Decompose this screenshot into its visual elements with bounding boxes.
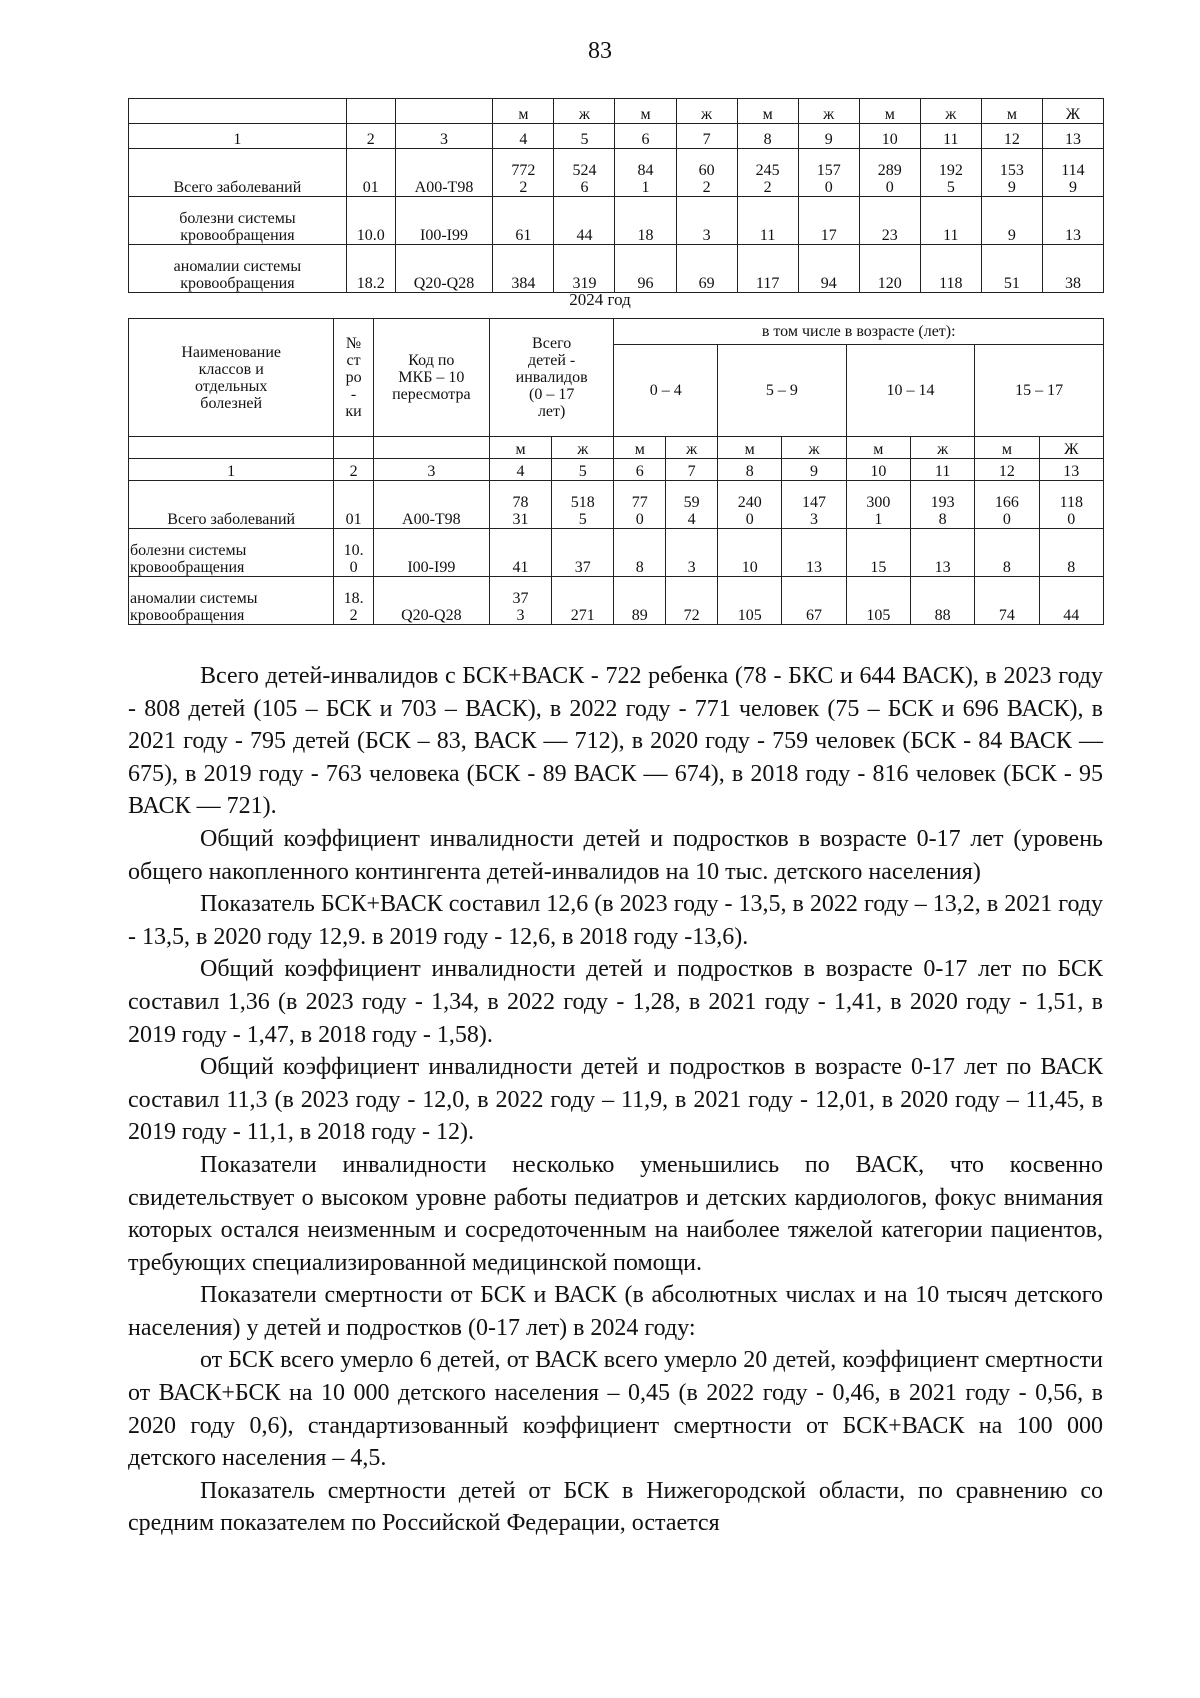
value-cell: 88 <box>910 577 974 625</box>
column-number-row <box>129 459 1104 481</box>
row-name: Всего заболеваний <box>129 481 334 529</box>
col-number: 4 <box>493 124 554 149</box>
value-cell: 13 <box>782 529 846 577</box>
col-number: 2 <box>334 459 373 481</box>
gender-cell: м <box>846 437 910 459</box>
value-cell: 157 0 <box>798 149 859 197</box>
row-number: 01 <box>346 149 395 197</box>
paragraph: от БСК всего умерло 6 детей, от ВАСК всего умерло 20 детей, коэффициент смертности от ВАСК+БСК на 10 000 детского населения – 0,45 (в 2022 году - 0,46, в 2021 году - 0,56, в 2020 году 0,6), стандартизованный коэффициент смертности от БСК+ВАСК на 100 000 детского населения – 4,5. <box>128 1347 1103 1472</box>
value-cell: 11 <box>920 197 981 245</box>
value-cell: 118 <box>920 245 981 293</box>
value-cell: 118 0 <box>1039 481 1103 529</box>
header-row <box>129 319 1104 345</box>
row-number: 10.0 <box>346 197 395 245</box>
value-cell: 3 <box>666 529 718 577</box>
year-caption: 2024 год <box>569 290 631 309</box>
value-cell: 518 5 <box>552 481 614 529</box>
table-row <box>129 245 1104 293</box>
body-text <box>128 660 1103 1540</box>
col-number: 6 <box>615 124 676 149</box>
value-cell: 60 2 <box>676 149 737 197</box>
value-cell: 15 <box>846 529 910 577</box>
gender-cell: Ж <box>1042 99 1103 124</box>
value-cell: 11 <box>737 197 798 245</box>
col-number: 2 <box>346 124 395 149</box>
paragraph: Показатели смертности от БСК и ВАСК (в абсолютных числах и на 10 тысяч детского населения) у детей и подростков (0-17 лет) в 2024 году: <box>128 1282 1103 1341</box>
header-name: Наименование классов и отдельных болезней <box>129 319 334 437</box>
value-cell: 78 31 <box>489 481 551 529</box>
value-cell: 41 <box>489 529 551 577</box>
value-cell: 89 <box>614 577 666 625</box>
gender-cell: ж <box>920 99 981 124</box>
value-cell: 51 <box>981 245 1042 293</box>
value-cell: 67 <box>782 577 846 625</box>
value-cell: 9 <box>981 197 1042 245</box>
value-cell: 13 <box>910 529 974 577</box>
value-cell: 384 <box>493 245 554 293</box>
col-number: 13 <box>1042 124 1103 149</box>
age-range: 5 – 9 <box>718 345 847 437</box>
table-row <box>129 529 1104 577</box>
table-row <box>129 197 1104 245</box>
gender-cell: м <box>981 99 1042 124</box>
col-number: 6 <box>614 459 666 481</box>
paragraph: Показатели инвалидности несколько уменьшились по ВАСК, что косвенно свидетельствует о высоком уровне работы педиатров и детских кардиологов, фокус внимания которых остался неизменным и сосредоточенным на наиболее тяжелой категории пациентов, требующих специализированной медицинской помощи. <box>128 1151 1103 1276</box>
value-cell: 23 <box>859 197 920 245</box>
gender-cell: м <box>489 437 551 459</box>
value-cell: 193 8 <box>910 481 974 529</box>
value-cell: 772 2 <box>493 149 554 197</box>
row-number: 18. 2 <box>334 577 373 625</box>
icd-code: Q20-Q28 <box>373 577 489 625</box>
col-number: 12 <box>975 459 1039 481</box>
value-cell: 271 <box>552 577 614 625</box>
col-number: 1 <box>129 124 347 149</box>
gender-cell: м <box>718 437 782 459</box>
value-cell: 69 <box>676 245 737 293</box>
col-number: 8 <box>737 124 798 149</box>
col-number: 7 <box>666 459 718 481</box>
value-cell: 105 <box>718 577 782 625</box>
gender-cell: м <box>615 99 676 124</box>
value-cell: 13 <box>1042 197 1103 245</box>
gender-cell: Ж <box>1039 437 1103 459</box>
row-name: болезни системы кровообращения <box>129 529 334 577</box>
value-cell: 72 <box>666 577 718 625</box>
row-name: болезни системы кровообращения <box>129 197 347 245</box>
gender-cell: м <box>493 99 554 124</box>
row-name: аномалии системы кровообращения <box>129 577 334 625</box>
value-cell: 289 0 <box>859 149 920 197</box>
gender-header-row <box>129 99 1104 124</box>
value-cell: 61 <box>493 197 554 245</box>
value-cell: 153 9 <box>981 149 1042 197</box>
value-cell: 147 3 <box>782 481 846 529</box>
value-cell: 38 <box>1042 245 1103 293</box>
col-number: 3 <box>373 459 489 481</box>
value-cell: 10 <box>718 529 782 577</box>
header-row-number: № ст ро - ки <box>334 319 373 437</box>
row-number: 01 <box>334 481 373 529</box>
col-number: 11 <box>910 459 974 481</box>
paragraph: Показатель БСК+ВАСК составил 12,6 (в 2023 году - 13,5, в 2022 году – 13,2, в 2021 году - 13,5, в 2020 году 12,9. в 2019 году - 12,6, в 2018 году -13,6). <box>128 891 1103 950</box>
col-number: 9 <box>798 124 859 149</box>
value-cell: 300 1 <box>846 481 910 529</box>
header-total: Всего детей - инвалидов (0 – 17 лет) <box>489 319 613 437</box>
value-cell: 74 <box>975 577 1039 625</box>
table-2024 <box>128 318 1104 625</box>
gender-header-row <box>129 437 1104 459</box>
col-number: 4 <box>489 459 551 481</box>
age-range: 0 – 4 <box>614 345 718 437</box>
value-cell: 114 9 <box>1042 149 1103 197</box>
header-icd-code: Код по МКБ – 10 пересмотра <box>373 319 489 437</box>
value-cell: 37 <box>552 529 614 577</box>
col-number: 12 <box>981 124 1042 149</box>
value-cell: 8 <box>614 529 666 577</box>
col-number: 10 <box>846 459 910 481</box>
age-range: 10 – 14 <box>846 345 975 437</box>
gender-cell: ж <box>782 437 846 459</box>
value-cell: 319 <box>554 245 615 293</box>
gender-cell: ж <box>552 437 614 459</box>
row-number: 10. 0 <box>334 529 373 577</box>
row-name: Всего заболеваний <box>129 149 347 197</box>
gender-cell: ж <box>910 437 974 459</box>
value-cell: 84 1 <box>615 149 676 197</box>
value-cell: 245 2 <box>737 149 798 197</box>
col-number: 1 <box>129 459 334 481</box>
row-name: аномалии системы кровообращения <box>129 245 347 293</box>
value-cell: 37 3 <box>489 577 551 625</box>
paragraph: Общий коэффициент инвалидности детей и подростков в возрасте 0-17 лет (уровень общего накопленного контингента детей-инвалидов на 10 тыс. детского населения) <box>128 825 1103 885</box>
value-cell: 240 0 <box>718 481 782 529</box>
icd-code: А00-Т98 <box>395 149 493 197</box>
value-cell: 120 <box>859 245 920 293</box>
icd-code: I00-I99 <box>395 197 493 245</box>
col-number: 3 <box>395 124 493 149</box>
value-cell: 166 0 <box>975 481 1039 529</box>
icd-code: I00-I99 <box>373 529 489 577</box>
gender-cell: м <box>737 99 798 124</box>
age-range: 15 – 17 <box>975 345 1104 437</box>
column-number-row <box>129 124 1104 149</box>
col-number: 5 <box>552 459 614 481</box>
value-cell: 17 <box>798 197 859 245</box>
gender-cell: ж <box>666 437 718 459</box>
table-2023 <box>128 98 1104 293</box>
icd-code: А00-Т98 <box>373 481 489 529</box>
col-number: 5 <box>554 124 615 149</box>
value-cell: 77 0 <box>614 481 666 529</box>
value-cell: 524 6 <box>554 149 615 197</box>
gender-cell: ж <box>676 99 737 124</box>
value-cell: 105 <box>846 577 910 625</box>
col-number: 9 <box>782 459 846 481</box>
table-row <box>129 481 1104 529</box>
paragraph: Показатель смертности детей от БСК в Нижегородской области, по сравнению со средним показателем по Российской Федерации, остается <box>128 1477 1103 1537</box>
col-number: 10 <box>859 124 920 149</box>
value-cell: 18 <box>615 197 676 245</box>
value-cell: 8 <box>1039 529 1103 577</box>
gender-cell: м <box>859 99 920 124</box>
value-cell: 3 <box>676 197 737 245</box>
col-number: 7 <box>676 124 737 149</box>
table-row <box>129 149 1104 197</box>
value-cell: 59 4 <box>666 481 718 529</box>
gender-cell: ж <box>798 99 859 124</box>
value-cell: 94 <box>798 245 859 293</box>
gender-cell: м <box>614 437 666 459</box>
table-row <box>129 577 1104 625</box>
paragraph: Общий коэффициент инвалидности детей и подростков в возрасте 0-17 лет по БСК составил 1,36 (в 2023 году - 1,34, в 2022 году - 1,28, в 2021 году - 1,41, в 2020 году - 1,51, в 2019 году - 1,47, в 2018 году - 1,58). <box>128 956 1103 1048</box>
value-cell: 44 <box>1039 577 1103 625</box>
header-age-group: в том числе в возрасте (лет): <box>614 319 1104 345</box>
gender-cell: м <box>975 437 1039 459</box>
row-number: 18.2 <box>346 245 395 293</box>
page-number: 83 <box>588 38 612 64</box>
col-number: 8 <box>718 459 782 481</box>
col-number: 11 <box>920 124 981 149</box>
icd-code: Q20-Q28 <box>395 245 493 293</box>
col-number: 13 <box>1039 459 1103 481</box>
value-cell: 117 <box>737 245 798 293</box>
paragraph: Всего детей-инвалидов с БСК+ВАСК - 722 ребенка (78 - БКС и 644 ВАСК), в 2023 году - 808 детей (105 – БСК и 703 – ВАСК), в 2022 году - 771 человек (75 – БСК и 696 ВАСК), в 2021 году - 795 детей (БСК – 83, ВАСК — 712), в 2020 году - 759 человек (БСК - 84 ВАСК — 675), в 2019 году - 763 человека (БСК - 89 ВАСК — 674), в 2018 году - 816 человек (БСК - 95 ВАСК — 721). <box>128 663 1103 820</box>
paragraph: Общий коэффициент инвалидности детей и подростков в возрасте 0-17 лет по ВАСК составил 11,3 (в 2023 году - 12,0, в 2022 году – 11,9, в 2021 году - 12,01, в 2020 году – 11,45, в 2019 году - 11,1, в 2018 году - 12). <box>128 1054 1103 1146</box>
gender-cell: ж <box>554 99 615 124</box>
value-cell: 8 <box>975 529 1039 577</box>
value-cell: 96 <box>615 245 676 293</box>
value-cell: 44 <box>554 197 615 245</box>
value-cell: 192 5 <box>920 149 981 197</box>
